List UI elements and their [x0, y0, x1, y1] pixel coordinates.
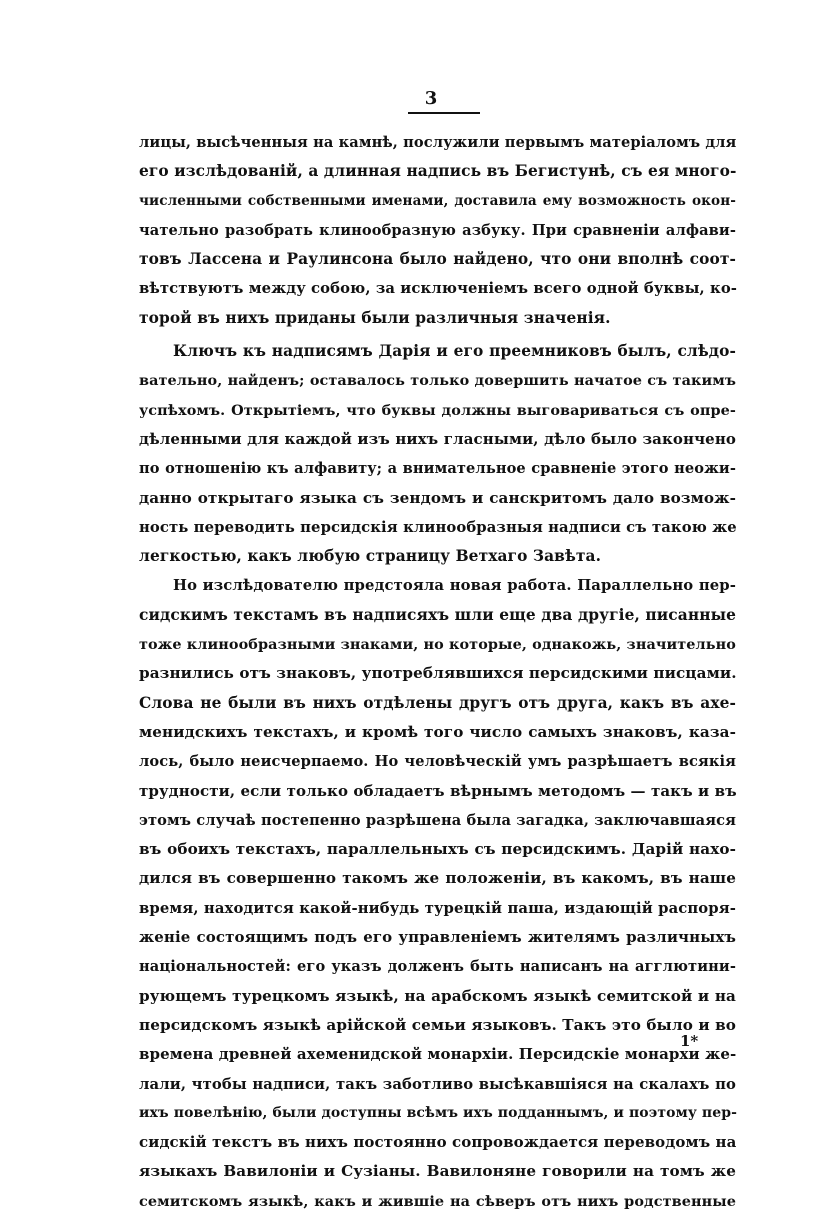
text-line: товъ Лассена и Раулинсона было найдено, что они вполнѣ соот- [139, 250, 736, 269]
text-line: этомъ случаѣ постепенно разрѣшена была загадка, заключавшаяся [139, 811, 736, 829]
page-number: 3 [424, 88, 438, 109]
text-line: лицы, высѣченныя на камнѣ, послужили первымъ матеріаломъ для [139, 134, 737, 151]
text-line: торой въ нихъ приданы были различныя значенія. [139, 308, 611, 327]
text-line: ность переводить персидскія клинообразныя надписи съ такою же [139, 518, 737, 536]
text-line: лали, чтобы надписи, такъ заботливо высѣкавшіяся на скалахъ по [139, 1075, 736, 1093]
text-line: Ключъ къ надписямъ Дарія и его преемниковъ былъ, слѣдо- [173, 342, 736, 361]
body-text [139, 128, 736, 1216]
paragraph-1 [139, 128, 736, 333]
text-line: лось, было неисчерпаемо. Но человѣческій умъ разрѣшаетъ всякія [139, 753, 736, 771]
text-line: дился въ совершенно такомъ же положеніи, въ какомъ, въ наше [139, 869, 736, 888]
text-line: разнились отъ знаковъ, употреблявшихся персидскими писцами. [139, 664, 737, 683]
signature-mark: 1* [680, 1032, 699, 1050]
text-line: женіе состоящимъ подъ его управленіемъ жителямъ различныхъ [139, 928, 736, 947]
text-line: менидскихъ текстахъ, и кромѣ того число самыхъ знаковъ, каза- [139, 722, 736, 741]
text-line: ихъ повелѣнію, были доступны всѣмъ ихъ подданнымъ, и поэтому пер- [139, 1104, 738, 1121]
text-line: семитскомъ языкѣ, какъ и жившіе на сѣверъ отъ нихъ родственные [139, 1192, 736, 1210]
paragraph-3 [139, 571, 736, 1216]
text-line: вѣтствуютъ между собою, за исключеніемъ всего одной буквы, ко- [139, 280, 738, 298]
text-line: по отношенію къ алфавиту; а внимательное сравненіе этого неожи- [139, 460, 736, 478]
text-line: успѣхомъ. Открытіемъ, что буквы должны выговариваться съ опре- [139, 401, 736, 419]
text-line: рующемъ турецкомъ языкѣ, на арабскомъ языкѣ семитской и на [139, 986, 736, 1005]
text-line: сидскимъ текстамъ въ надписяхъ шли еще два другіе, писанные [139, 605, 736, 624]
text-line: данно открытаго языка съ зендомъ и санскритомъ дало возмож- [139, 488, 736, 507]
text-line: время, находится какой-нибудь турецкій паша, издающій распоря- [139, 899, 736, 917]
text-line: легкостью, какъ любую страницу Ветхаго Завѣта. [139, 547, 602, 566]
text-line: національностей: его указъ долженъ быть написанъ на агглютини- [139, 958, 736, 976]
text-line: Слова не были въ нихъ отдѣлены другъ отъ друга, какъ въ ахе- [139, 693, 736, 712]
text-line: вательно, найденъ; оставалось только довершить начатое съ такимъ [139, 372, 736, 390]
text-line: чательно разобрать клинообразную азбуку. При сравненіи алфави- [139, 221, 736, 239]
text-line: сидскій текстъ въ нихъ постоянно сопровождается переводомъ на [139, 1133, 737, 1152]
text-line: языкахъ Вавилоніи и Сузіаны. Вавилоняне говорили на томъ же [139, 1162, 736, 1181]
text-line: времена древней ахеменидской монархіи. Персидскіе монархи же- [139, 1045, 737, 1064]
text-line: въ обоихъ текстахъ, параллельныхъ съ персидскимъ. Дарій нахо- [139, 840, 736, 859]
text-line: персидскомъ языкѣ арійской семьи языковъ. Такъ это было и во [139, 1015, 736, 1034]
text-line: Но изслѣдователю предстояла новая работа. Параллельно пер- [173, 577, 736, 595]
text-line: его изслѣдованій, а длинная надпись въ Бегистунѣ, съ ея много- [139, 162, 737, 181]
text-line: дѣленными для каждой изъ нихъ гласными, дѣло было закончено [139, 429, 736, 448]
text-line: трудности, если только обладаетъ вѣрнымъ методомъ — такъ и въ [139, 781, 737, 800]
header-rule [408, 112, 480, 114]
text-line: численными собственными именами, доставила ему возможность окон- [139, 192, 736, 209]
text-line: тоже клинообразными знаками, но которые, однакожь, значительно [139, 636, 736, 654]
paragraph-2 [139, 337, 736, 571]
